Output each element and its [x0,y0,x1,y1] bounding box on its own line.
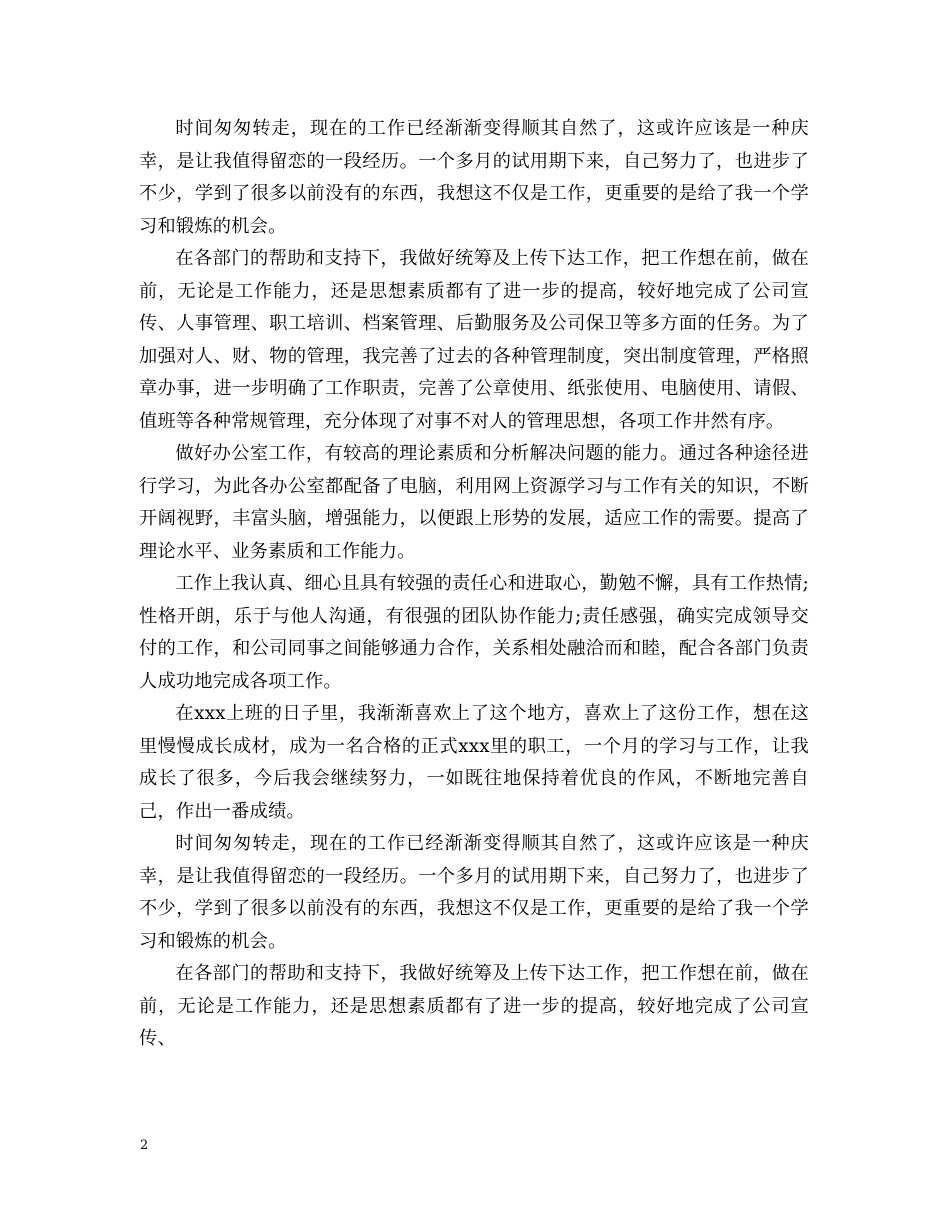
paragraph-3: 做好办公室工作，有较高的理论素质和分析解决问题的能力。通过各种途径进行学习，为此各办公室都配备了电脑，利用网上资源学习与工作有关的知识，不断开阔视野，丰富头脑，增强能力，以便跟上形势的发展，适应工作的需要。提高了理论水平、业务素质和工作能力。 [139,443,809,562]
document-body [139,113,809,1056]
paragraph-4: 工作上我认真、细心且具有较强的责任心和进取心，勤勉不懈，具有工作热情;性格开朗，乐于与他人沟通，有很强的团队协作能力;责任感强，确实完成领导交付的工作，和公司同事之间能够通力合作，关系相处融洽而和睦，配合各部门负责人成功地完成各项工作。 [139,573,809,692]
paragraph-2: 在各部门的帮助和支持下，我做好统筹及上传下达工作，把工作想在前，做在前，无论是工作能力，还是思想素质都有了进一步的提高，较好地完成了公司宣传、人事管理、职工培训、档案管理、后勤服务及公司保卫等多方面的任务。为了加强对人、财、物的管理，我完善了过去的各种管理制度，突出制度管理，严格照章办事，进一步明确了工作职责，完善了公章使用、纸张使用、电脑使用、请假、值班等各种常规管理，充分体现了对事不对人的管理思想，各项工作井然有序。 [139,248,809,432]
paragraph-7: 在各部门的帮助和支持下，我做好统筹及上传下达工作，把工作想在前，做在前，无论是工作能力，还是思想素质都有了进一步的提高，较好地完成了公司宣传、 [139,963,809,1049]
page-number: 2 [140,1138,149,1153]
paragraph-5: 在xxx上班的日子里，我渐渐喜欢上了这个地方，喜欢上了这份工作，想在这里慢慢成长成材，成为一名合格的正式xxx里的职工，一个月的学习与工作，让我成长了很多，今后我会继续努力，一如既往地保持着优良的作风，不断地完善自己，作出一番成绩。 [139,703,809,822]
paragraph-6: 时间匆匆转走，现在的工作已经渐渐变得顺其自然了，这或许应该是一种庆幸，是让我值得留恋的一段经历。一个多月的试用期下来，自己努力了，也进步了不少，学到了很多以前没有的东西，我想这不仅是工作，更重要的是给了我一个学习和锻炼的机会。 [139,833,809,952]
paragraph-1: 时间匆匆转走，现在的工作已经渐渐变得顺其自然了，这或许应该是一种庆幸，是让我值得留恋的一段经历。一个多月的试用期下来，自己努力了，也进步了不少，学到了很多以前没有的东西，我想这不仅是工作，更重要的是给了我一个学习和锻炼的机会。 [139,118,809,237]
